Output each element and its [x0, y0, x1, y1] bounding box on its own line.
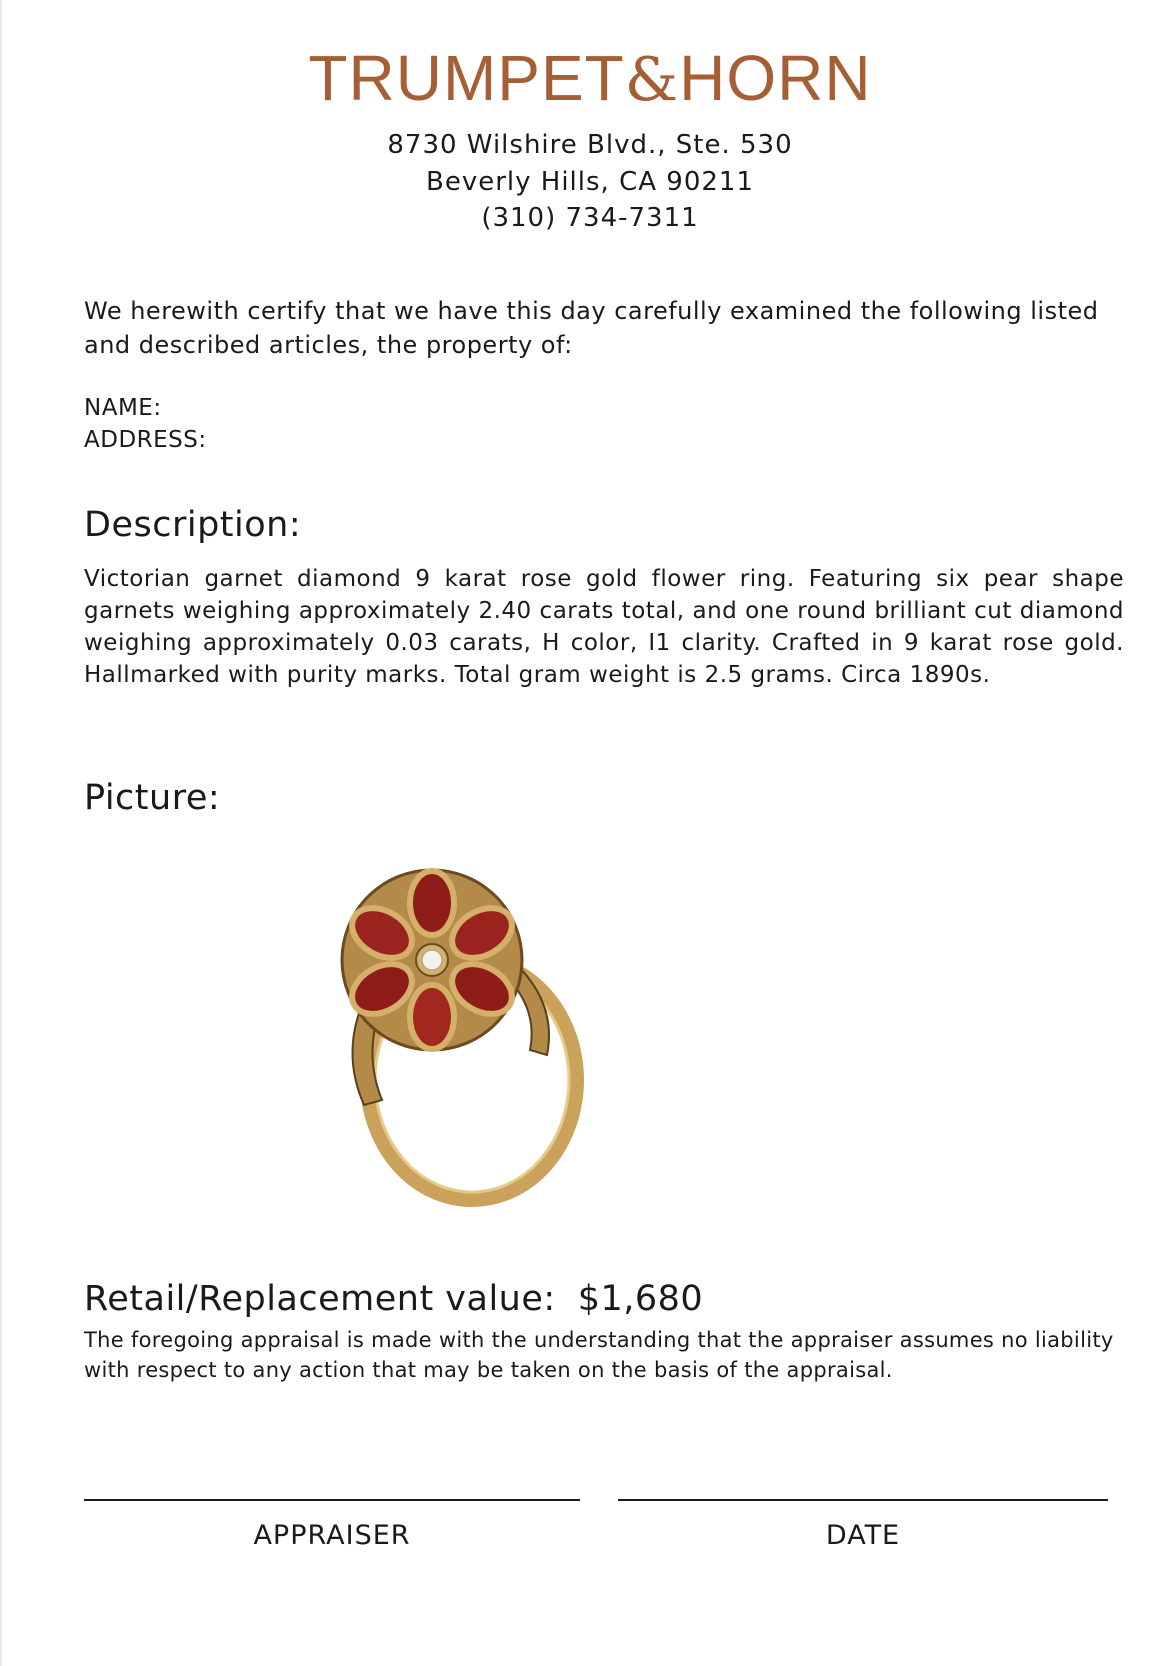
disclaimer-text: The foregoing appraisal is made with the understanding that the appraiser assumes no liability with respect to any action that may be taken on the basis of the appraisal. [84, 1328, 1114, 1382]
garnet-petal [410, 985, 454, 1049]
name-label: NAME: [84, 395, 162, 421]
date-signature-line [618, 1499, 1108, 1501]
address-line-2: Beverly Hills, CA 90211 [426, 167, 754, 197]
brand-logo [2, 42, 1176, 115]
diamond [422, 950, 442, 970]
brand-name-part1: TRUMPET [308, 42, 625, 114]
certification-statement: We herewith certify that we have this day carefully examined the following listed and described articles, the property of: [84, 297, 1099, 359]
address-line-1: 8730 Wilshire Blvd., Ste. 530 [387, 130, 793, 160]
date-label: DATE [825, 1520, 901, 1551]
value-row [84, 1279, 704, 1319]
address-label: ADDRESS: [84, 427, 207, 453]
description-heading: Description: [84, 505, 302, 545]
ring-photo [302, 855, 622, 1235]
brand-name-part2: HORN [679, 42, 872, 114]
brand-ampersand: & [624, 45, 680, 115]
phone-number: (310) 734-7311 [481, 203, 699, 233]
value-amount: $1,680 [577, 1279, 704, 1319]
appraiser-signature-line [84, 1499, 580, 1501]
value-label: Retail/Replacement value: [84, 1279, 556, 1319]
picture-heading: Picture: [84, 778, 221, 818]
description-text: Victorian garnet diamond 9 karat rose gold flower ring. Featuring six pear shape garnets weighing approximately 2.40 carats total, and one round brilliant cut diamond weighing approximately 0.03 carats, H color, I1 clarity. Crafted in 9 karat rose gold. Hallmarked with purity marks. Total gram weight is 2.5 grams. Circa 1890s. [84, 566, 1124, 688]
garnet-petal [410, 871, 454, 935]
appraiser-label: APPRAISER [253, 1520, 411, 1551]
